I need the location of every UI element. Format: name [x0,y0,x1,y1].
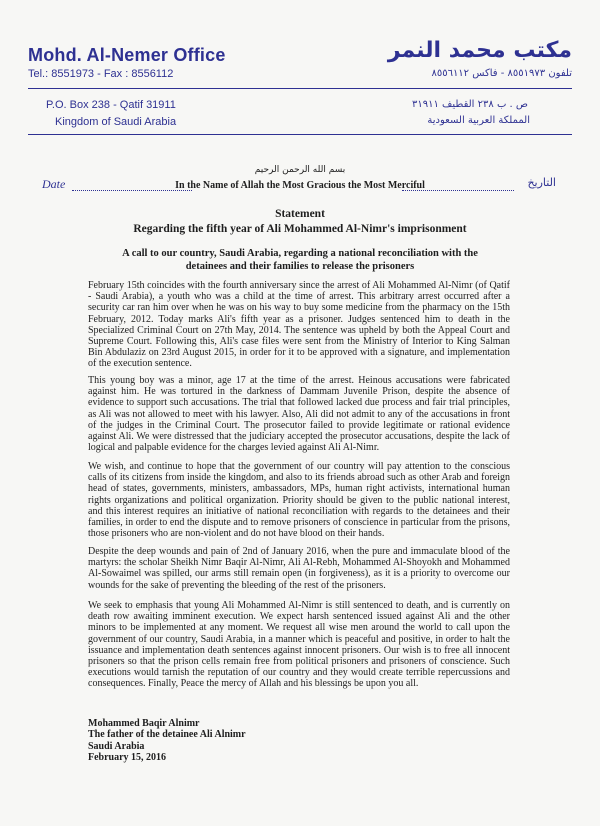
letterhead-arabic-phone-fax: تلفون ٨٥٥١٩٧٣ - فاكس ٨٥٥٦١١٢ [431,68,572,79]
signature-role: The father of the detainee Ali Alnimr [88,729,246,741]
body-paragraph-3: We wish, and continue to hope that the government of our country will pay attention to the conscious calls of its citizens from inside the kingdom, and also to its friends abroad such as other Arab and foreign head of states, governments, ministers, ambassadors, MPs, human right activists, international human rights organizations and political organization. Priority should be given to the public national interest, and this interest requires an initiative of national reconciliation with regards to the detainees and their families, in order to end the dispute and to remove prisoners of conscience in particular from the prisons, those prisoners who are non-violent and do not have blood on their hands. [88,461,510,540]
letterhead-english-phone-fax: Tel.: 8551973 - Fax : 8556112 [28,68,174,80]
signature-date: February 15, 2016 [88,752,167,764]
date-label-english: Date [42,177,66,191]
statement-title: Regarding the fifth year of Ali Mohammed Al-Nimr's imprisonment [133,223,467,235]
signature-country: Saudi Arabia [88,740,145,752]
letterhead-arabic-country: المملكة العربية السعودية [427,115,530,126]
letterhead-arabic-po-box: ص . ب ٢٣٨ القطيف ٣١٩١١ [411,99,528,110]
letterhead-english-name: Mohd. Al-Nemer Office [28,45,226,65]
body-paragraph-1: February 15th coincides with the fourth anniversary since the arrest of Ali Mohammed Al-Nimr (of Qatif - Saudi Arabia), a youth who was a child at the time of arrest. This arbitrary arrest occurred after a security car ran him over when he was on his way to buy some medicine from the pharmacy on the 15th February, 2012. Today marks Ali's fifth year as a prisoner. Judges sentenced him to death in the Specialized Criminal Court on 27th May, 2014. The sentence was upheld by both the Appeal Court and Supreme Court. Following this, Ali's case files were sent from the Ministry of Interior to King Salman Bin Abdulaziz on 23rd August 2015, in order for it to be approved with a signature, and implementation of the execution sentence. [88,280,510,370]
body-paragraph-4: Despite the deep wounds and pain of 2nd of January 2016, when the pure and immaculate blood of the martyrs: the scholar Sheikh Nimr Baqir Al-Nimr, Ali Al-Rebh, Mohammed Al-Shoyokh and Mohammed Al-Sowaimel was spilled, our arms still remain open (in forgiveness), as it is a priority to overcome our wounds for the sake of preventing the bleeding of the rest of the prisoners. [88,546,510,591]
date-dotted-line-right [402,190,514,191]
letterhead-arabic-name: مكتب محمد النمر [387,38,572,63]
signature-block [88,718,246,764]
letterhead-bottom-rule [28,134,572,135]
letterhead-english-country: Kingdom of Saudi Arabia [55,116,177,128]
date-label-arabic: التاريخ [527,176,556,189]
body-paragraph-2: This young boy was a minor, age 17 at the time of the arrest. Heinous accusations were fabricated against him. He was tortured in the darkness of Dammam Juvenile Prison, despite the absence of evidence to support such accusations. The trial that followed lacked due process and fair trial principles, as Ali was not allowed to meet with his lawyer. Also, Ali did not admit to any of the accusations in front of the judges in the Criminal Court. The prosecutor failed to provide legitimate or rational evidence against Ali. We were distressed that the judiciary accepted the prosecutor accusations, despite the lack of logical and palpable evidence for the charges levied against Ali Al-Nimr. [88,375,510,454]
letterhead-divider [28,88,572,89]
letterhead-english-po-box: P.O. Box 238 - Qatif 31911 [46,99,176,111]
statement-heading: Statement [275,208,325,220]
statement-subtitle: A call to our country, Saudi Arabia, regarding a national reconciliation with the detainees and their families to release the prisoners [122,248,478,272]
basmala-arabic: بسم الله الرحمن الرحيم [254,165,346,175]
body-paragraph-5: We seek to emphasis that young Ali Mohammed Al-Nimr is still sentenced to death, and is currently on death row awaiting imminent execution. We expect harsh sentenced issued against Ali and the other minors to be implemented at any moment. We request all wise men around the world to call upon the government of our country, Saudi Arabia, in a manner which is peaceful and positive, in order to halt the issuance and implementation death sentences against innocent prisoners. Our wish is to free all innocent prisoners so that the prison cells remain free from political prisoners and prisoners of conscience. Such executions would tarnish the reputation of our country and they would create terrible repercussions and consequences. Finally, Peace the mercy of Allah and his blessings be upon you all. [88,600,510,690]
signature-name: Mohammed Baqir Alnimr [88,718,200,729]
basmala-english: In the Name of Allah the Most Gracious the Most Merciful [175,180,425,191]
